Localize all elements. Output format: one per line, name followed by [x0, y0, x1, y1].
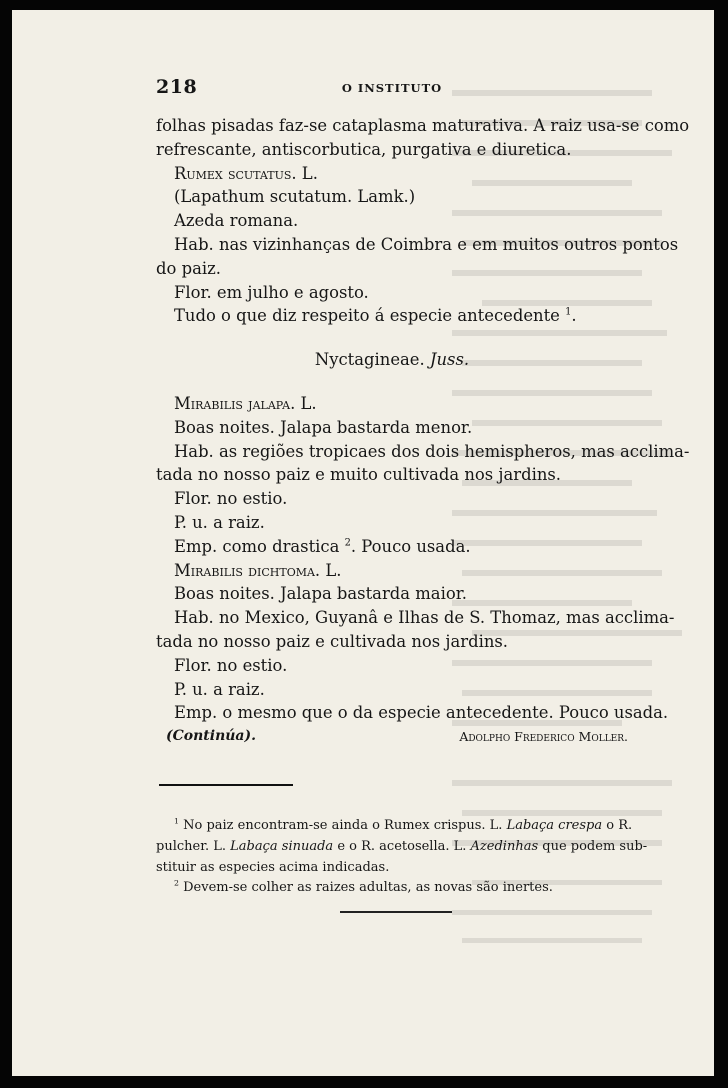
footnotes — [156, 816, 648, 899]
text-line: (Lapathum scutatum. Lamk.) — [174, 187, 416, 207]
text-span: e o R. acetosella. L. — [337, 838, 467, 854]
footnote-mark: 1 — [174, 816, 179, 826]
body-text — [156, 114, 690, 749]
text-span: No paiz encontram-se ainda o Rumex crispus. L. — [183, 818, 503, 833]
text-span: . Pouco usada. — [350, 536, 471, 556]
text-line: Hab. as regiões tropicaes dos dois hemispheros, mas acclima- — [174, 441, 690, 461]
text-line: Boas noites. Jalapa bastarda maior. — [174, 584, 467, 604]
page-header — [156, 76, 628, 100]
text-span: Labaça crespa — [506, 818, 603, 833]
text-line: P. u. a raiz. — [174, 512, 265, 532]
family-name: Nyctagineae. — [314, 350, 425, 370]
footnote-ref: 2 — [344, 537, 351, 549]
text-line: Boas noites. Jalapa bastarda menor. — [174, 417, 473, 437]
species-heading-jalapa: Mirabilis jalapa. L. — [174, 393, 317, 413]
text-span: . — [571, 306, 577, 326]
footnote-ref: 1 — [565, 306, 572, 318]
spacer — [156, 328, 628, 348]
footnote-1 — [156, 816, 633, 837]
text-line — [156, 304, 628, 328]
footnote-1-line-3: stituir as especies acima indicadas. — [156, 859, 390, 875]
text-line: Flor. no estio. — [174, 655, 288, 675]
text-line: folhas pisadas faz-se cataplasma maturativa. A raiz usa-se como — [156, 116, 690, 135]
family-author: Juss. — [429, 350, 470, 370]
text-span: que podem sub- — [542, 838, 648, 854]
species-heading-dichtoma: Mirabilis dichtoma. L. — [174, 560, 342, 580]
text-line: refrescante, antiscorbutica, purgativa e diuretica. — [156, 139, 572, 159]
text-line: Azeda romana. — [174, 211, 299, 231]
family-heading — [156, 348, 628, 372]
signature-line — [156, 725, 628, 749]
footnote-mark: 2 — [174, 879, 179, 889]
species-heading-rumex: Rumex scutatus. L. — [174, 163, 318, 183]
continua-label: (Continúa). — [166, 728, 256, 745]
text-span: Tudo o que diz respeito á especie antecedente — [174, 306, 560, 326]
running-title: O INSTITUTO — [341, 81, 443, 95]
text-line: Flor. em julho e agosto. — [174, 282, 369, 302]
page-number: 218 — [156, 76, 198, 98]
text-span: Labaça sinuada — [230, 838, 334, 854]
author-name: Adolpho Frederico Moller. — [459, 729, 628, 745]
text-line: Emp. o mesmo que o da especie antecedente. Pouco usada. — [174, 703, 669, 723]
text-span: Emp. como drastica — [174, 536, 340, 556]
text-line: tada no nosso paiz e muito cultivada nos jardins. — [156, 465, 562, 485]
document-page — [12, 10, 714, 1076]
text-line: Hab. no Mexico, Guyanâ e Ilhas de S. Thomaz, mas acclima- — [174, 608, 675, 628]
footnote-1-line-2 — [156, 837, 648, 858]
text-span: Azedinhas — [470, 838, 539, 854]
text-line: do paiz. — [156, 258, 221, 278]
text-span: pulcher. L. — [156, 838, 227, 854]
text-span: Devem-se colher as raizes adultas, as novas são inertes. — [183, 880, 553, 896]
spacer — [156, 372, 628, 392]
text-line: Hab. nas vizinhanças de Coimbra e em muitos outros pontos — [174, 234, 679, 254]
text-line: Flor. no estio. — [174, 489, 288, 509]
footnote-2 — [156, 878, 628, 899]
text-line: P. u. a raiz. — [174, 679, 265, 699]
footnote-divider — [159, 784, 293, 786]
text-line — [156, 535, 628, 559]
end-rule — [340, 911, 452, 913]
text-line: tada no nosso paiz e cultivada nos jardins. — [156, 631, 509, 651]
text-span: o R. — [606, 818, 633, 833]
